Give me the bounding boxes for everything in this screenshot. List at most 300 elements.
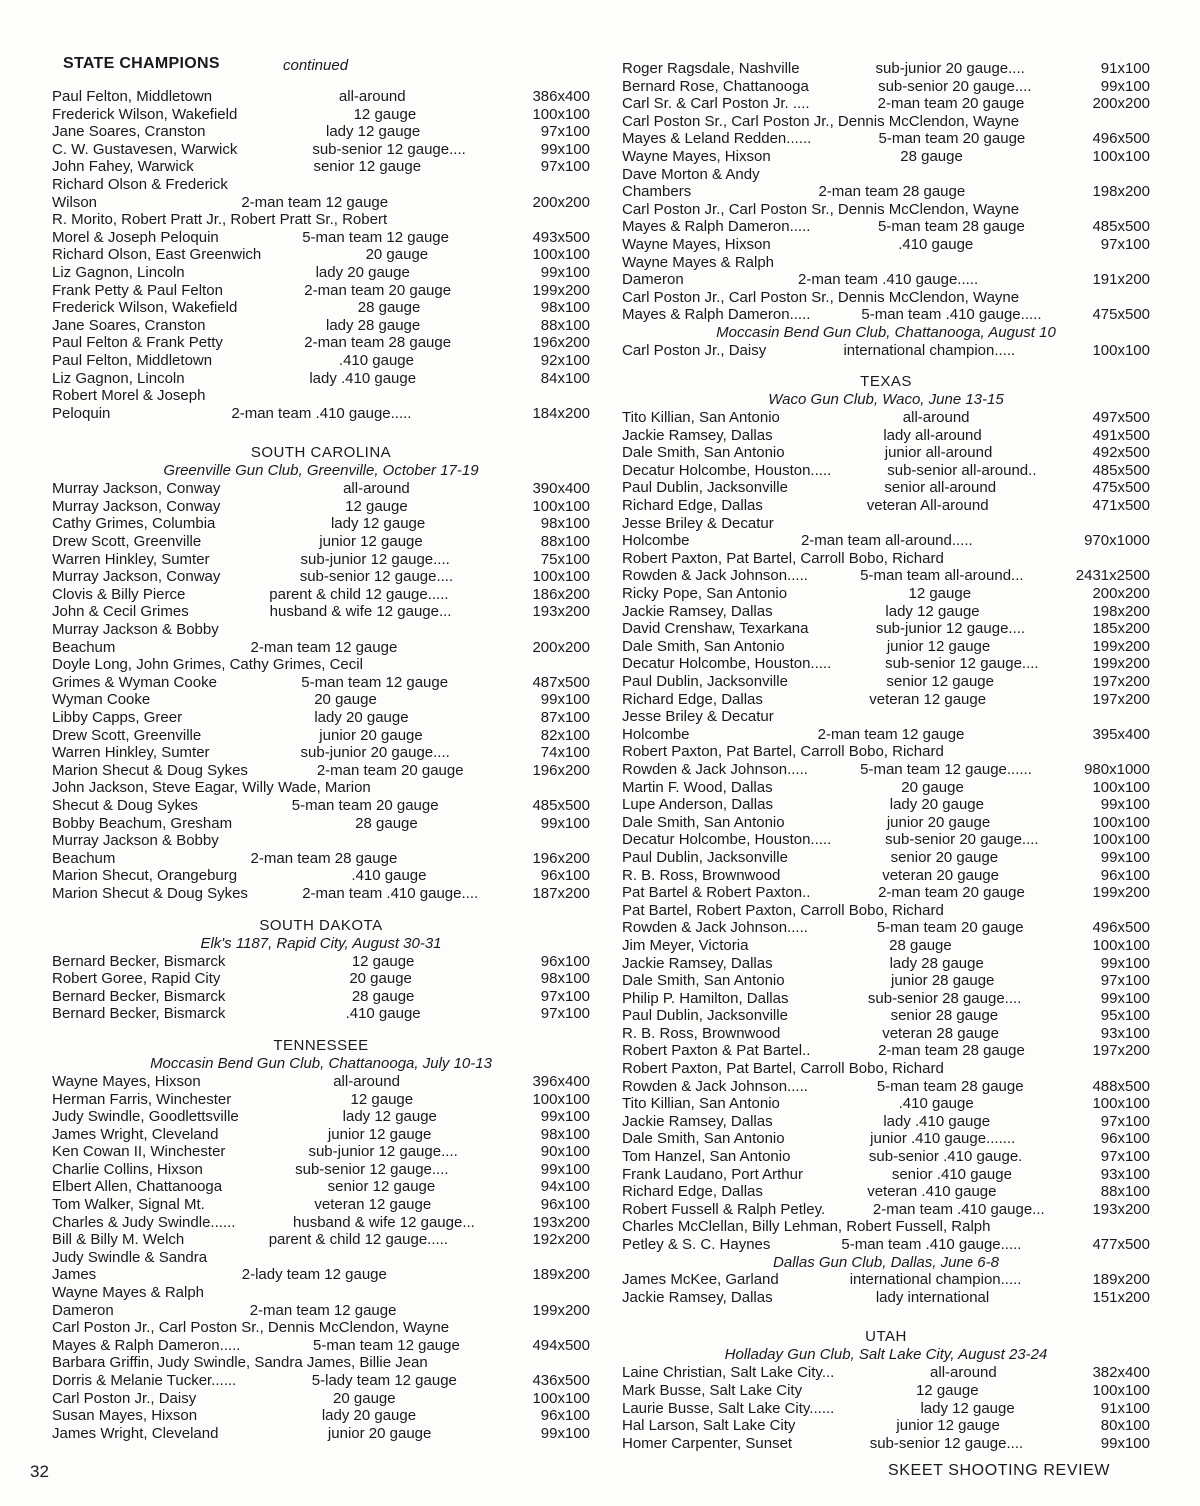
result-row: [52, 850, 590, 868]
shooter-name: Jackie Ramsey, Dallas: [622, 954, 773, 972]
score: 93x100: [1100, 1165, 1151, 1183]
shooter-name: Laine Christian, Salt Lake City...: [622, 1364, 835, 1382]
event-name: lady .410 gauge: [883, 1112, 991, 1130]
event-name: lady 20 gauge: [314, 709, 409, 726]
result-row: [52, 123, 590, 141]
shooter-name: Warren Hinkley, Sumter: [52, 744, 210, 762]
shooter-name: Petley & S. C. Haynes: [622, 1236, 771, 1253]
score: 493x500: [532, 228, 590, 246]
score: 75x100: [540, 550, 591, 568]
score: 92x100: [540, 351, 591, 369]
event-name: junior all-around: [884, 444, 993, 462]
result-row: [52, 1178, 590, 1196]
club-note: Moccasin Bend Gun Club, Chattanooga, August 10: [716, 323, 1056, 341]
club-name: Holladay Gun Club, Salt Lake City, August 23-24: [724, 1346, 1048, 1364]
continuation-line: Judy Swindle & Sandra: [52, 1248, 208, 1266]
score: 100x100: [1092, 1381, 1150, 1399]
result-row: [52, 405, 590, 423]
result-row: [52, 1214, 590, 1232]
event-name: all-around: [930, 1364, 997, 1382]
continuation-line: Robert Paxton, Pat Bartel, Carroll Bobo, Richard: [622, 743, 944, 761]
shooter-name: Jackie Ramsey, Dallas: [622, 1112, 773, 1130]
continuation-line: Jesse Briley & Decatur: [622, 708, 774, 726]
result-row: [622, 532, 1150, 550]
publication-name: SKEET SHOOTING REVIEW: [888, 1462, 1111, 1479]
event-name: 5-man team 20 gauge: [291, 796, 439, 814]
shooter-name: Paul Dublin, Jacksonville: [622, 673, 788, 690]
result-row: [622, 60, 1150, 78]
results-list: [622, 1364, 1150, 1452]
score: 477x500: [1092, 1236, 1150, 1253]
event-name: lady 20 gauge: [315, 263, 410, 281]
club-note: Dallas Gun Club, Dallas, June 6-8: [773, 1253, 999, 1271]
score: 74x100: [540, 744, 591, 762]
shooter-name: Robert Fussell & Ralph Petley.: [622, 1200, 826, 1218]
result-row: [622, 603, 1150, 621]
score: 100x100: [532, 568, 590, 586]
result-row: [622, 1201, 1150, 1219]
event-name: lady 28 gauge: [889, 954, 984, 972]
score: 196x200: [532, 761, 591, 779]
score: 187x200: [532, 884, 591, 902]
shooter-name: Jane Soares, Cranston: [52, 123, 206, 141]
shooter-name: Dameron: [52, 1301, 114, 1319]
result-row: [52, 568, 590, 586]
result-row: [52, 533, 590, 551]
shooter-name: Tom Hanzel, San Antonio: [622, 1148, 791, 1166]
result-row: [622, 655, 1150, 673]
shooter-name: Morel & Joseph Peloquin: [52, 228, 219, 246]
score: 96x100: [540, 952, 591, 970]
shooter-name: Paul Dublin, Jacksonville: [622, 1007, 788, 1025]
shooter-name: Dale Smith, San Antonio: [622, 972, 785, 990]
result-row: [52, 1143, 590, 1161]
event-name: all-around: [902, 409, 970, 427]
event-name: 5-man team 12 gauge: [302, 228, 449, 246]
result-row: [622, 990, 1150, 1008]
score: 192x200: [532, 1231, 591, 1249]
event-name: junior 12 gauge: [319, 533, 423, 551]
shooter-name: Marion Shecut & Doug Sykes: [52, 884, 248, 902]
score: 100x100: [532, 105, 590, 123]
state-name: TENNESSEE: [273, 1036, 369, 1054]
continuation-line: Robert Paxton, Pat Bartel, Carroll Bobo, Richard: [622, 549, 944, 567]
result-row: [52, 639, 590, 657]
shooter-name: Bernard Becker, Bismarck: [52, 952, 226, 970]
shooter-name: Judy Swindle, Goodlettsville: [52, 1108, 239, 1126]
event-name: 5-man team 28 gauge: [876, 1077, 1024, 1095]
score: 200x200: [1092, 95, 1151, 113]
event-name: 5-man team .410 gauge.....: [861, 306, 1042, 324]
score: 496x500: [1092, 130, 1151, 148]
event-name: sub-senior 12 gauge....: [295, 1160, 449, 1178]
event-name: 28 gauge: [357, 299, 421, 317]
score: 96x100: [540, 1407, 591, 1425]
result-row: [622, 306, 1150, 324]
event-name: 5-man team 12 gauge: [301, 673, 449, 691]
score: 88x100: [1100, 1183, 1150, 1201]
result-row: [52, 970, 590, 988]
score: 93x100: [1100, 1024, 1151, 1042]
result-row: [622, 479, 1150, 497]
shooter-name: Bernard Becker, Bismarck: [52, 1005, 226, 1023]
shooter-name: Shecut & Doug Sykes: [52, 796, 198, 814]
score: 100x100: [532, 1090, 590, 1108]
result-row: [52, 674, 590, 692]
shooter-name: Richard Edge, Dallas: [622, 497, 763, 515]
score: 200x200: [1092, 585, 1150, 603]
event-name: sub-senior 12 gauge....: [312, 140, 466, 158]
event-name: 2-man team 28 gauge: [304, 334, 452, 352]
score: 97x100: [540, 1005, 591, 1023]
event-name: lady 12 gauge: [342, 1108, 437, 1126]
result-row: [52, 1390, 590, 1408]
shooter-name: James Wright, Cleveland: [52, 1424, 219, 1442]
score: 488x500: [1092, 1077, 1151, 1095]
shooter-name: Holcombe: [622, 532, 690, 550]
event-name: international champion.....: [843, 341, 1016, 359]
continuation-line: Doyle Long, John Grimes, Cathy Grimes, Cecil: [52, 656, 363, 674]
event-name: sub-senior 20 gauge....: [878, 77, 1032, 95]
score: 471x500: [1092, 497, 1150, 515]
section-south-dakota: [52, 917, 590, 1023]
continuation-line: Carl Poston Jr., Carl Poston Sr., Dennis McClendon, Wayne: [622, 288, 1020, 306]
event-name: 20 gauge: [314, 691, 377, 709]
score: 100x100: [1092, 1095, 1151, 1113]
result-row: [622, 1042, 1150, 1060]
event-name: .410 gauge: [898, 235, 974, 253]
results-list: [52, 480, 590, 902]
score: 100x100: [1092, 813, 1150, 831]
result-row: [622, 849, 1150, 867]
event-name: 20 gauge: [349, 970, 412, 988]
event-name: 5-lady team 12 gauge: [311, 1372, 457, 1389]
shooter-name: Bobby Beachum, Gresham: [52, 814, 233, 832]
score: 99x100: [1100, 848, 1151, 866]
section-texas: [622, 373, 1150, 1306]
shooter-name: Paul Dublin, Jacksonville: [622, 848, 788, 866]
event-name: senior 28 gauge: [890, 1007, 999, 1025]
shooter-name: Mark Busse, Salt Lake City: [622, 1381, 803, 1399]
event-name: senior 12 gauge: [313, 158, 422, 176]
shooter-name: Beachum: [52, 849, 116, 867]
result-row: [52, 88, 590, 106]
event-name: sub-junior 12 gauge....: [308, 1143, 458, 1161]
result-row: [52, 1126, 590, 1144]
result-row: [52, 246, 590, 264]
event-name: 2-man team .410 gauge...: [872, 1200, 1045, 1218]
event-name: 2-lady team 12 gauge: [241, 1266, 387, 1284]
event-name: 2-man team 28 gauge: [878, 1042, 1025, 1060]
score: 199x200: [532, 1301, 590, 1319]
event-name: lady 20 gauge: [889, 796, 984, 814]
result-row: [622, 1417, 1150, 1435]
continuation-line: Wayne Mayes & Ralph: [622, 253, 775, 271]
results-list: [622, 409, 1150, 1306]
continuation-line: Jesse Briley & Decatur: [622, 514, 774, 532]
results-list: [52, 1073, 590, 1442]
result-row: [52, 1337, 590, 1355]
shooter-name: Herman Farris, Winchester: [52, 1090, 232, 1108]
event-name: veteran 20 gauge: [882, 866, 999, 884]
score: 95x100: [1100, 1007, 1151, 1025]
score: 193x200: [532, 1213, 591, 1231]
result-row: [622, 673, 1150, 691]
score: 487x500: [532, 673, 591, 691]
result-row: [622, 831, 1150, 849]
result-row: [52, 1091, 590, 1109]
result-row: [622, 444, 1150, 462]
result-row: [622, 567, 1150, 585]
score: 475x500: [1092, 479, 1150, 497]
shooter-name: Wayne Mayes, Hixson: [622, 147, 771, 165]
result-row: [622, 1236, 1150, 1254]
event-name: lady all-around: [883, 426, 982, 444]
score: 980x1000: [1084, 760, 1150, 778]
event-name: all-around: [333, 1072, 400, 1090]
event-name: junior 20 gauge: [319, 726, 423, 744]
event-name: 2-man team all-around.....: [800, 532, 973, 550]
score: 199x200: [532, 281, 590, 299]
shooter-name: Decatur Holcombe, Houston.....: [622, 831, 832, 849]
event-name: all-around: [343, 480, 410, 498]
shooter-name: Bernard Rose, Chattanooga: [622, 77, 809, 95]
event-name: 20 gauge: [333, 1389, 396, 1407]
event-name: sub-junior 20 gauge....: [875, 60, 1025, 77]
event-name: parent & child 12 gauge.....: [268, 1231, 448, 1249]
result-row: [622, 1400, 1150, 1418]
result-row: [622, 1364, 1150, 1382]
score: 99x100: [540, 1108, 591, 1126]
event-name: junior 20 gauge: [327, 1424, 432, 1442]
result-row: [622, 937, 1150, 955]
score: 99x100: [540, 263, 590, 281]
score: 94x100: [540, 1178, 590, 1196]
event-name: lady international: [875, 1288, 990, 1306]
result-row: [52, 480, 590, 498]
shooter-name: Dale Smith, San Antonio: [622, 444, 785, 462]
shooter-name: Bernard Becker, Bismarck: [52, 987, 226, 1005]
shooter-name: Ricky Pope, San Antonio: [622, 585, 788, 603]
result-row: [622, 409, 1150, 427]
shooter-name: Laurie Busse, Salt Lake City......: [622, 1399, 835, 1417]
event-name: 5-man team 28 gauge: [878, 218, 1025, 236]
section-south-carolina: [52, 444, 590, 902]
result-row: [622, 779, 1150, 797]
event-name: sub-junior 12 gauge....: [875, 620, 1026, 638]
result-row: [622, 1148, 1150, 1166]
shooter-name: Frank Petty & Paul Felton: [52, 281, 223, 299]
event-name: sub-senior 12 gauge....: [885, 655, 1039, 673]
result-row: [52, 885, 590, 903]
continuation-line: Richard Olson & Frederick: [52, 175, 228, 193]
event-name: 5-man team 20 gauge: [878, 130, 1026, 148]
score: 193x200: [1092, 1200, 1150, 1218]
shooter-name: James McKee, Garland: [622, 1271, 779, 1289]
score: 395x400: [1092, 725, 1151, 743]
result-row: [622, 867, 1150, 885]
result-row: [622, 884, 1150, 902]
shooter-name: Grimes & Wyman Cooke: [52, 673, 217, 691]
result-row: [52, 370, 590, 388]
score: 197x200: [1092, 673, 1151, 690]
shooter-name: Chambers: [622, 183, 692, 201]
score: 189x200: [532, 1266, 591, 1284]
result-row: [52, 334, 590, 352]
result-row: [622, 183, 1150, 201]
page-number: 32: [30, 1462, 49, 1481]
score: 80x100: [1100, 1417, 1150, 1435]
event-name: lady 12 gauge: [920, 1399, 1015, 1417]
continuation-line: Carl Poston Jr., Carl Poston Sr., Dennis McClendon, Wayne: [622, 200, 1020, 218]
shooter-name: Carl Poston Jr., Daisy: [52, 1389, 197, 1407]
shooter-name: Tito Killian, San Antonio: [622, 1095, 780, 1113]
shooter-name: Carl Sr. & Carl Poston Jr. ....: [622, 95, 810, 113]
result-row: [622, 1382, 1150, 1400]
shooter-name: Mayes & Leland Redden......: [622, 130, 812, 148]
result-row: [622, 726, 1150, 744]
result-row: [622, 691, 1150, 709]
shooter-name: Ken Cowan II, Winchester: [52, 1143, 226, 1161]
result-row: [52, 988, 590, 1006]
continuation-line: Robert Paxton, Pat Bartel, Carroll Bobo, Richard: [622, 1060, 944, 1078]
shooter-name: Dale Smith, San Antonio: [622, 813, 785, 831]
score: 196x200: [532, 334, 590, 352]
shooter-name: Richard Edge, Dallas: [622, 1183, 763, 1201]
event-name: 2-man team 20 gauge: [316, 761, 464, 779]
score: 198x200: [1092, 602, 1151, 620]
result-row: [52, 867, 590, 885]
score: 197x200: [1092, 1042, 1151, 1060]
result-row: [52, 352, 590, 370]
score: 99x100: [1100, 796, 1150, 814]
event-name: 2-man team 12 gauge: [249, 1301, 397, 1319]
shooter-name: Roger Ragsdale, Nashville: [622, 60, 800, 77]
shooter-name: Elbert Allen, Chattanooga: [52, 1178, 223, 1196]
score: 98x100: [540, 299, 590, 317]
club-name: Moccasin Bend Gun Club, Chattanooga, July 10-13: [150, 1054, 492, 1072]
shooter-name: Bill & Billy M. Welch: [52, 1231, 185, 1249]
shooter-name: Paul Dublin, Jacksonville: [622, 479, 788, 497]
result-row: [622, 236, 1150, 254]
event-name: 28 gauge: [900, 147, 963, 165]
page-title: STATE CHAMPIONS: [63, 55, 220, 72]
result-row: [52, 1425, 590, 1443]
event-name: junior 12 gauge: [886, 637, 991, 655]
score: 485x500: [1092, 218, 1150, 236]
event-name: 12 gauge: [345, 497, 408, 515]
continuation-line: Robert Morel & Joseph: [52, 387, 206, 405]
result-row: [622, 1166, 1150, 1184]
shooter-name: Drew Scott, Greenville: [52, 533, 202, 551]
score: 90x100: [540, 1143, 591, 1161]
shooter-name: C. W. Gustavesen, Warwick: [52, 140, 238, 158]
result-row: [52, 953, 590, 971]
score: 184x200: [532, 404, 591, 422]
result-row: [622, 427, 1150, 445]
event-name: veteran 12 gauge: [869, 690, 987, 708]
result-row: [52, 498, 590, 516]
score: 97x100: [540, 987, 591, 1005]
shooter-name: Murray Jackson, Conway: [52, 497, 221, 515]
shooter-name: Philip P. Hamilton, Dallas: [622, 989, 789, 1007]
shooter-name: Murray Jackson, Conway: [52, 568, 221, 586]
shooter-name: Pat Bartel & Robert Paxton..: [622, 884, 811, 902]
shooter-name: Drew Scott, Greenville: [52, 726, 202, 744]
score: 98x100: [540, 1125, 591, 1143]
result-row: [52, 727, 590, 745]
event-name: husband & wife 12 gauge...: [269, 603, 452, 621]
score: 88x100: [540, 533, 591, 551]
score: 189x200: [1092, 1271, 1151, 1289]
event-name: 2-man team .410 gauge.....: [798, 271, 979, 289]
score: 88x100: [540, 316, 591, 334]
shooter-name: Wayne Mayes, Hixson: [622, 235, 771, 253]
event-name: 2-man team 12 gauge: [241, 193, 389, 211]
event-name: senior 12 gauge: [327, 1178, 436, 1196]
event-name: senior .410 gauge: [891, 1165, 1012, 1183]
score: 199x200: [1092, 637, 1150, 655]
score: 100x100: [1092, 341, 1150, 359]
event-name: sub-junior 20 gauge....: [300, 744, 450, 762]
result-row: [622, 218, 1150, 236]
score: 491x500: [1092, 426, 1151, 444]
score: 100x100: [1092, 778, 1150, 796]
score: 199x200: [1092, 884, 1151, 902]
result-row: [622, 148, 1150, 166]
score: 485x500: [532, 796, 590, 814]
score: 100x100: [1092, 147, 1150, 165]
event-name: 5-man team 12 gauge: [313, 1336, 460, 1354]
event-name: junior .410 gauge.......: [870, 1130, 1016, 1148]
result-row: [52, 1231, 590, 1249]
shooter-name: R. B. Ross, Brownwood: [622, 866, 781, 884]
event-name: .410 gauge: [338, 351, 414, 369]
event-name: .410 gauge: [351, 867, 427, 885]
result-row: [622, 497, 1150, 515]
result-row: [52, 797, 590, 815]
score: 97x100: [1100, 1112, 1150, 1130]
shooter-name: James: [52, 1266, 97, 1284]
result-row: [622, 1183, 1150, 1201]
score: 100x100: [1092, 936, 1151, 954]
shooter-name: Frank Laudano, Port Arthur: [622, 1165, 803, 1183]
shooter-name: Homer Carpenter, Sunset: [622, 1434, 793, 1452]
event-name: 2-man team 20 gauge: [877, 95, 1025, 113]
event-name: 20 gauge: [365, 246, 429, 264]
result-row: [622, 814, 1150, 832]
left-column: [52, 54, 590, 1442]
result-row: [52, 1266, 590, 1284]
event-name: 28 gauge: [355, 814, 418, 832]
result-row: [52, 299, 590, 317]
score: 97x100: [1100, 235, 1150, 253]
shooter-name: R. B. Ross, Brownwood: [622, 1024, 781, 1042]
score: 970x1000: [1084, 532, 1150, 550]
shooter-name: Paul Felton, Middletown: [52, 351, 213, 369]
event-name: 2-man team 12 gauge: [817, 725, 965, 743]
shooter-name: Robert Paxton & Pat Bartel..: [622, 1042, 811, 1060]
shooter-name: Tom Walker, Signal Mt.: [52, 1196, 205, 1214]
continuation-line: Wayne Mayes & Ralph: [52, 1284, 205, 1302]
shooter-name: Dorris & Melanie Tucker......: [52, 1372, 237, 1389]
event-name: senior 20 gauge: [890, 848, 999, 866]
result-row: [52, 691, 590, 709]
result-row: [52, 264, 590, 282]
score: 97x100: [1100, 1148, 1151, 1166]
score: 492x500: [1092, 444, 1150, 462]
event-name: veteran .410 gauge: [867, 1183, 997, 1201]
